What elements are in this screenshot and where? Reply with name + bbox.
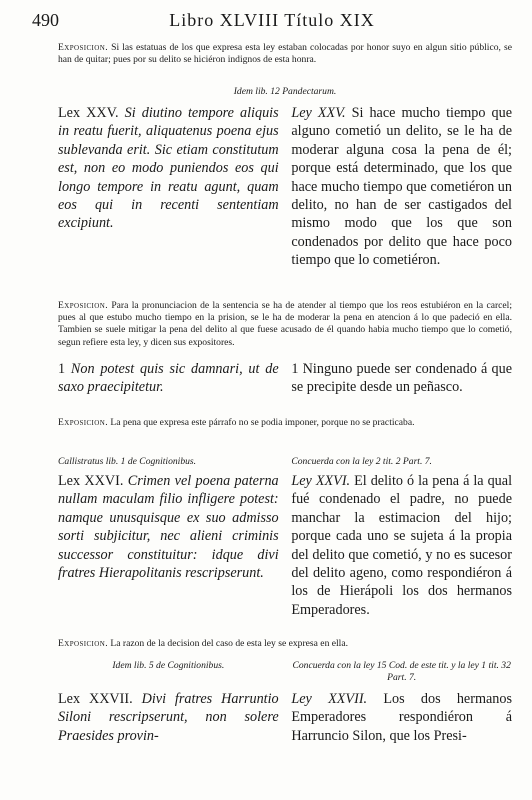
page-number: 490: [32, 10, 59, 30]
concordance: Concuerda con la ley 15 Cod. de este tit. y la ley 1 tit. 32 Part. 7.: [292, 660, 511, 683]
spanish-text: Los dos hermanos Emperadores respondiéron á Harruncio Silon, que los Presi-: [291, 691, 512, 744]
law-25: [58, 104, 512, 270]
latin-column: [58, 104, 279, 270]
section-number: 1: [58, 361, 66, 377]
spanish-text: Ninguno puede ser condenado á que se precipite desde un peñasco.: [291, 361, 513, 396]
exposition-text: La razon de la decision del caso de esta ley se expresa en ella.: [110, 638, 349, 649]
concordance: Concuerda con la ley 2 tit. 2 Part. 7.: [291, 456, 432, 467]
source-line-3: [58, 660, 512, 684]
law-heading: Ley XXV.: [291, 105, 346, 121]
source-line-1: Idem lib. 12 Pandectarum.: [233, 86, 337, 97]
latin-text: Crimen vel poena paterna nullam maculam filio infligere potest: namque unusquisque ex suo admisso sorti subjicitur, nec alieni criminis successor constituitur: idque divi fratres Hierapolitanis rescripserunt.: [58, 473, 279, 582]
law-heading: Lex XXV.: [58, 105, 119, 121]
section-1: [58, 360, 512, 397]
exposition-3: [58, 417, 512, 429]
exposition-4: [58, 638, 512, 650]
latin-column: [58, 690, 279, 745]
latin-text: Si diutino tempore aliquis in reatu fuerit, aliquatenus poena ejus sublevanda erit. Sic etiam constitutum est, non eo modo puniendos eos qui longo tempore in reatu agunt, quam eos qui in recenti sententiam excipiunt.: [58, 105, 279, 232]
exposition-text: Para la pronunciacion de la sentencia se ha de atender al tiempo que los reos estubiéron en la carcel; pues al que estubo mucho tiempo en la prision, se le ha de moderar la pena en atencion á lo que padeció en ella. Tambien se suele mitigar la pena del delito al que fuese acusado de él quando habia mucho tiempo que lo cometió, segun refiere esta ley, y dicen sus expositores.: [58, 300, 512, 348]
latin-source: Idem lib. 5 de Cognitionibus.: [112, 660, 225, 671]
exposition-1: [58, 42, 512, 66]
exposition-label: Exposicion.: [58, 300, 108, 311]
exposition-2: [58, 300, 512, 349]
section-number: 1: [291, 361, 299, 377]
exposition-label: Exposicion.: [58, 42, 108, 53]
law-heading: Ley XXVII.: [291, 691, 368, 707]
spanish-text: El delito ó la pena á la qual fué condenado el padre, no puede manchar la estimacion del hijo; porque cada uno se sujeta á la propia del delito que cometió, y no es sucesor del delito ageno, como respondiéron á los de Hierápoli los dos hermanos Emperadores.: [291, 473, 513, 618]
latin-text: Divi fratres Harruntio Siloni rescripserunt, non solere Praesides provin-: [58, 691, 279, 744]
exposition-label: Exposicion.: [58, 417, 108, 428]
source-line-2: [58, 456, 512, 468]
spanish-column: [291, 690, 512, 745]
spanish-column: [291, 472, 512, 619]
law-heading: Lex XXVII.: [58, 691, 133, 707]
page-header: [32, 10, 512, 36]
exposition-text: Si las estatuas de los que expresa esta ley estaban colocadas por honor suyo en algun sitio público, se han de quitar; pues por su delito se hiciéron indignos de esta honra.: [58, 42, 512, 66]
latin-column: [58, 472, 279, 619]
exposition-label: Exposicion.: [58, 638, 108, 649]
spanish-text: Si hace mucho tiempo que alguno cometió un delito, se le ha de moderar alguna cosa la pena de él; porque está determinado, que los que hace mucho tiempo que cometiéron un delito, no han de ser castigados del mismo modo que los que son condenados por delito que hace poco tiempo que lo cometiéron.: [291, 105, 513, 269]
running-title: Libro XLVIII Título XIX: [169, 10, 375, 30]
exposition-text: La pena que expresa este párrafo no se podia imponer, porque no se practicaba.: [110, 417, 415, 428]
law-heading: Lex XXVI.: [58, 473, 124, 489]
spanish-column: [291, 104, 512, 270]
latin-source: Callistratus lib. 1 de Cognitionibus.: [58, 456, 197, 467]
law-27: [58, 690, 512, 745]
latin-column: [58, 360, 279, 397]
spanish-column: [291, 360, 512, 397]
latin-text: Non potest quis sic damnari, ut de saxo praecipitetur.: [58, 361, 279, 396]
law-26: [58, 472, 512, 619]
law-heading: Ley XXVI.: [291, 473, 351, 489]
